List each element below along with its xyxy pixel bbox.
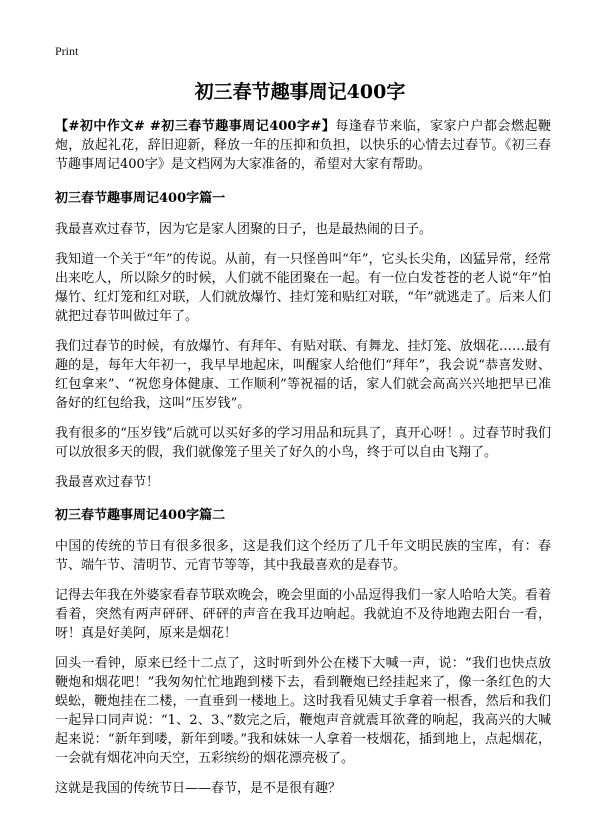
section-1-paragraph: 我有很多的“压岁钱”后就可以买好多的学习用品和玩具了，真开心呀！。过春节时我们可以放很多天的假，我们就像笼子里关了好久的小鸟，终于可以自由飞翔了。 [55, 426, 551, 460]
intro-text: 每逢春节来临，家家户户都会燃起鞭炮，放起礼花，辞旧迎新，释放一年的压抑和负担，以快乐的心情去过春节。《初三春节趣事周记400字》是文档网为大家准备的，希望对大家有帮助。 [55, 119, 551, 172]
intro-tags: 【#初中作文# #初三春节趣事周记400字#】 [55, 119, 336, 134]
section-2-paragraph: 这就是我国的传统节日——春节，是不是很有趣？ [55, 781, 342, 796]
section-1-heading: 初三春节趣事周记400字篇一 [55, 191, 226, 206]
intro-paragraph [55, 117, 551, 174]
section-1-paragraph: 我们过春节的时候，有放爆竹、有拜年、有贴对联、有舞龙、挂灯笼、放烟花……最有趣的是，每年大年初一，我早早地起床，叫醒家人给他们“拜年”，我会说“恭喜发财、红包拿来”、“祝您身体健康、工作顺利”等祝福的话，家人们就会高高兴兴地把早已准备好的红包给我，这叫“压岁钱”。 [55, 339, 551, 411]
section-2-paragraph: 回头一看钟，原来已经十二点了，这时听到外公在楼下大喊一声，说：“我们也快点放鞭炮和烟花吧！”我匆匆忙忙地跑到楼下去，看到鞭炮已经挂起来了，像一条红色的大蜈蚣，鞭炮挂在二楼，一直垂到一楼地上。这时我看见姨丈手拿着一根香，然后和我们一起异口同声说：“1、2、3、”数完之后，鞭炮声音就震耳欲聋的响起，我高兴的大喊起来说：“新年到喽，新年到喽。”我和妹妹一人拿着一枝烟花，插到地上，点起烟花，一会就有烟花冲向天空，五彩缤纷的烟花漂亮极了。 [55, 656, 551, 766]
document-title: 初三春节趣事周记400字 [194, 81, 406, 103]
section-1-paragraph: 我知道一个关于“年”的传说。从前，有一只怪兽叫“年”，它头长尖角，凶猛异常，经常出来吃人，所以除夕的时候，人们就不能团聚在一起。有一位白发苍苍的老人说“年”怕爆竹、红灯笼和红对联，人们就放爆竹、挂灯笼和贴红对联，“年”就逃走了。后来人们就把过春节叫做过年了。 [55, 252, 551, 324]
section-2-paragraph: 中国的传统的节日有很多很多，这是我们这个经历了几千年文明民族的宝库，有：春节、端午节、清明节、元宵节等等，其中我最喜欢的是春节。 [55, 539, 551, 573]
document-body [55, 117, 551, 809]
section-2-heading: 初三春节趣事周记400字篇二 [55, 508, 226, 523]
section-1-paragraph: 我最喜欢过春节，因为它是家人团聚的日子，也是最热闹的日子。 [55, 222, 433, 237]
section-2-paragraph: 记得去年我在外婆家看春节联欢晚会，晚会里面的小品逗得我们一家人哈哈大笑。看着看着，突然有两声砰砰、砰砰的声音在我耳边响起。我就迫不及待地跑去阳台一看，呀！真是好美阿，原来是烟花！ [55, 588, 551, 641]
print-link[interactable]: Print [55, 44, 79, 58]
section-1-paragraph: 我最喜欢过春节！ [55, 475, 160, 490]
